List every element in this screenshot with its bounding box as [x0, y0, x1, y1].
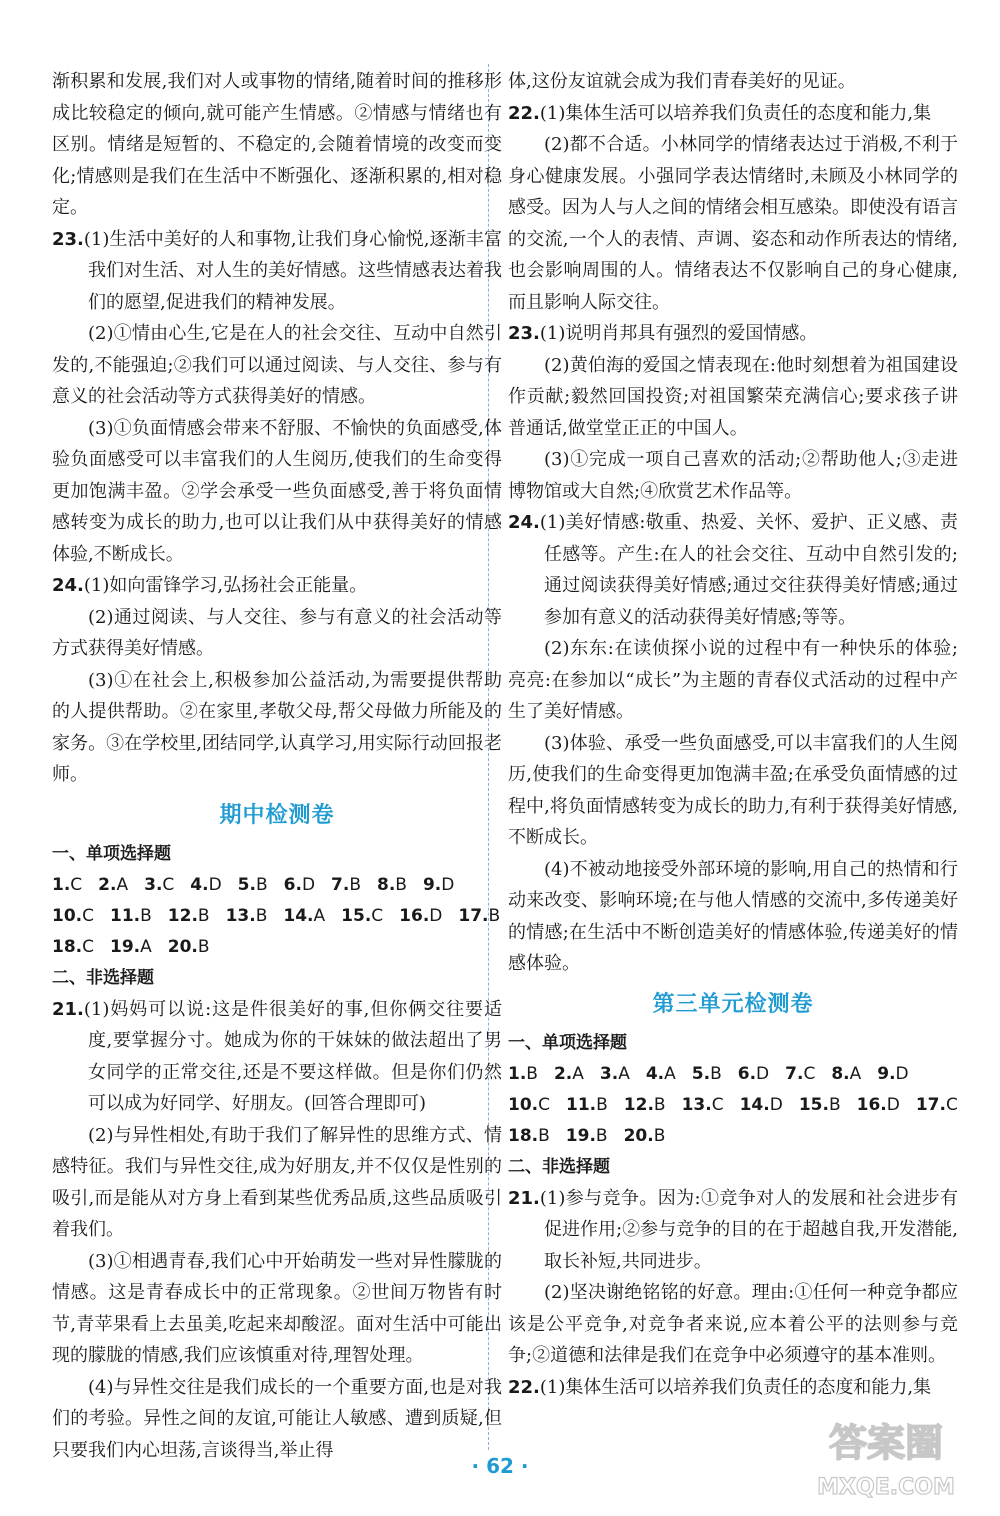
question-23-part-1: 23.(1)生活中美好的人和事物,让我们身心愉悦,逐渐丰富我们对生活、对人生的美好情感。这些情感表达着我们的愿望,促进我们的精神发展。 — [52, 228, 502, 313]
answer-letter: C — [538, 1094, 550, 1115]
answer-number: 15. — [341, 905, 372, 926]
answer-letter: B — [197, 905, 210, 926]
answer-letter: B — [595, 1125, 608, 1146]
answer-item — [341, 906, 383, 926]
answer-row — [508, 1121, 958, 1152]
answer-item — [682, 1095, 724, 1115]
answer-letter: C — [945, 1094, 958, 1115]
question-number: 22. — [508, 1376, 540, 1398]
question-21-part-1: 21.(1)妈妈可以说:这是件很美好的事,但你俩交往要适度,要掌握分寸。她成为你的干妹妹的做法超出了男女同学的正常交往,还是不要这样做。但是你们仍然可以成为好同学、好朋友。(回答合理即可) — [52, 998, 502, 1114]
answer-number: 9. — [877, 1063, 896, 1084]
question-number: 23. — [52, 228, 84, 250]
answer-number: 12. — [623, 1094, 654, 1115]
question-21-part-2: (2)与异性相处,有助于我们了解异性的思维方式、情感特征。我们与异性交往,成为好朋友,并不仅仅是性别的吸引,而是能从对方身上看到某些优秀品质,这些品质吸引着我们。 — [52, 1124, 502, 1240]
answer-letter: C — [371, 905, 384, 926]
answer-letter: B — [596, 1094, 608, 1115]
answer-item — [284, 875, 315, 895]
answer-letter: C — [711, 1094, 724, 1115]
answer-letter: D — [429, 905, 443, 926]
question-22-part-1: 22.(1)集体生活可以培养我们负责任的态度和能力,集 — [508, 102, 932, 124]
answer-number: 19. — [110, 936, 141, 957]
answer-number: 14. — [283, 905, 314, 926]
question-number: 23. — [508, 323, 540, 344]
answer-number: 6. — [283, 874, 302, 895]
answer-letter: D — [301, 874, 316, 895]
answer-item — [916, 1095, 958, 1115]
question-24-part-1: 24.(1)美好情感:敬重、热爱、关怀、爱护、正义感、责任感等。产生:在人的社会交往、互动中自然引发的;通过阅读获得美好情感;通过交往获得美好情感;通过参加有意义的活动获得美好情感;等等。 — [508, 512, 958, 628]
answer-item — [554, 1064, 584, 1084]
answer-letter: B — [710, 1063, 722, 1084]
answer-number: 17. — [915, 1094, 946, 1115]
answer-item — [331, 875, 361, 895]
answer-number: 20. — [167, 936, 198, 957]
answer-item — [168, 937, 210, 957]
answer-number: 13. — [681, 1094, 712, 1115]
question-23-part-2: (2)黄伯海的爱国之情表现在:他时刻想着为祖国建设作贡献;毅然回国投资;对祖国繁荣充满信心;要求孩子讲普通话,做堂堂正正的中国人。 — [508, 354, 958, 439]
answer-letter: B — [255, 874, 268, 895]
question-23-part-1: 23.(1)说明肖邦具有强烈的爱国情感。 — [508, 323, 818, 344]
answer-item — [377, 875, 407, 895]
answer-number: 16. — [856, 1094, 887, 1115]
answer-number: 18. — [508, 1125, 539, 1146]
answer-item — [785, 1064, 815, 1084]
answer-item — [508, 1064, 538, 1084]
question-number: 24. — [52, 575, 84, 596]
answer-item — [110, 906, 152, 926]
answer-number: 20. — [623, 1125, 654, 1146]
answer-item — [283, 906, 325, 926]
answer-item — [566, 1095, 608, 1115]
answer-item — [624, 1126, 666, 1146]
answer-number: 12. — [167, 905, 198, 926]
question-24-part-2: (2)通过阅读、与人交往、参与有意义的社会活动等方式获得美好情感。 — [52, 606, 502, 659]
answer-item — [831, 1064, 861, 1084]
part-heading-choice: 一、单项选择题 — [508, 1032, 627, 1053]
answer-number: 16. — [399, 905, 430, 926]
answer-letter: B — [828, 1094, 841, 1115]
answer-item — [600, 1064, 630, 1084]
question-24-part-2: (2)东东:在读侦探小说的过程中有一种快乐的体验;亮亮:在参加以“成长”为主题的青春仪式活动的过程中产生了美好情感。 — [508, 638, 958, 722]
question-21-part-2: (2)坚决谢绝铭铭的好意。理由:①任何一种竞争都应该是公平竞争,对竞争者来说,应本着公平的法则参与竞争;②道德和法律是我们在竞争中必须遵守的基本准则。 — [508, 1282, 958, 1366]
question-24-part-3: (3)①在社会上,积极参加公益活动,为需要提供帮助的人提供帮助。②在家里,孝敬父母,帮父母做力所能及的家务。③在学校里,团结同学,认真学习,用实际行动回报老师。 — [52, 669, 502, 785]
answer-number: 7. — [785, 1063, 804, 1084]
question-22-part-1: 22.(1)集体生活可以培养我们负责任的态度和能力,集 — [508, 1376, 932, 1398]
answer-letter: C — [82, 905, 94, 926]
answer-item — [52, 937, 94, 957]
answer-letter: D — [895, 1063, 909, 1084]
answer-letter: A — [140, 936, 152, 957]
answer-number: 2. — [98, 874, 117, 895]
paragraph-continued: 渐积累和发展,我们对人或事物的情绪,随着时间的推移形成比较稳定的倾向,就可能产生情感。②情感与情绪也有区别。情绪是短暂的、不稳定的,会随着情境的改变而变化;情感则是我们在生活中不断强化、逐渐积累的,相对稳定。 — [52, 71, 502, 218]
answer-letter: C — [162, 874, 175, 895]
answer-letter: A — [849, 1063, 862, 1084]
answer-number: 11. — [110, 905, 141, 926]
part-heading-choice: 一、单项选择题 — [52, 843, 171, 864]
answer-letter: D — [886, 1094, 900, 1115]
answer-letter: D — [756, 1063, 770, 1084]
question-23-part-2: (2)①情由心生,它是在人的社会交往、互动中自然引发的,不能强迫;②我们可以通过阅读、与人交往、参与有意义的社会活动等方式获得美好的情感。 — [52, 323, 502, 407]
answer-number: 15. — [798, 1094, 829, 1115]
part-heading-nonchoice: 二、非选择题 — [52, 967, 154, 988]
watermark-logo — [786, 1406, 986, 1506]
answer-letter: B — [255, 905, 268, 926]
answer-item — [52, 906, 94, 926]
answer-item — [508, 1095, 550, 1115]
answer-row — [52, 870, 502, 901]
answer-letter: B — [653, 1094, 666, 1115]
answer-letter: C — [82, 936, 94, 957]
answer-item — [168, 906, 210, 926]
answer-letter: B — [349, 874, 361, 895]
section-title-unit-3: 第三单元检测卷 — [652, 991, 814, 1017]
answer-letter: D — [208, 874, 222, 895]
answer-number: 11. — [566, 1094, 597, 1115]
answer-item — [52, 875, 82, 895]
answer-item — [646, 1064, 676, 1084]
answer-number: 6. — [737, 1063, 757, 1084]
question-number: 21. — [52, 998, 84, 1020]
question-22-part-2: (2)都不合适。小林同学的情绪表达过于消极,不利于身心健康发展。小强同学表达情绪时,未顾及小林同学的感受。因为人与人之间的情绪会相互感染。即使没有语言的交流,一个人的表情、声调、姿态和动作所表达的情绪,也会影响周围的人。情绪表达不仅影响自己的身心健康,而且影响人际交往。 — [508, 134, 958, 313]
answer-item — [738, 1064, 769, 1084]
answer-number: 8. — [377, 874, 396, 895]
question-number: 24. — [508, 512, 540, 533]
answer-number: 5. — [237, 874, 256, 895]
answer-item — [190, 875, 221, 895]
answer-item — [799, 1095, 841, 1115]
question-24-part-1: 24.(1)如向雷锋学习,弘扬社会正能量。 — [52, 575, 368, 596]
answer-letter: B — [140, 905, 152, 926]
answer-item — [877, 1064, 908, 1084]
answer-number: 3. — [144, 874, 163, 895]
answer-letter: B — [653, 1125, 666, 1146]
answer-item — [399, 906, 442, 926]
answer-number: 9. — [422, 874, 442, 895]
question-number: 22. — [508, 102, 540, 124]
answer-item — [238, 875, 268, 895]
question-21-part-4: (4)与异性交往是我们成长的一个重要方面,也是对我们的考验。异性之间的友谊,可能让人敏感、遭到质疑,但只要我们内心坦荡,言谈得当,举止得 — [52, 1376, 502, 1461]
answer-number: 14. — [739, 1094, 770, 1115]
paragraph-continued: 体,这份友谊就会成为我们青春美好的见证。 — [508, 71, 856, 92]
answer-item — [144, 875, 174, 895]
answer-item — [423, 875, 454, 895]
answer-item — [98, 875, 128, 895]
answer-letter: A — [116, 874, 129, 895]
answer-number: 2. — [553, 1063, 573, 1084]
answer-number: 19. — [565, 1125, 596, 1146]
answer-letter: C — [70, 874, 83, 895]
answer-number: 4. — [190, 874, 209, 895]
answer-letter: B — [526, 1063, 538, 1084]
answer-number: 4. — [645, 1063, 665, 1084]
watermark-text: 答案圈 — [828, 1421, 944, 1465]
right-column — [508, 66, 958, 1403]
answer-number: 7. — [331, 874, 350, 895]
answer-letter: C — [803, 1063, 816, 1084]
page-number-value: 62 — [486, 1454, 514, 1478]
question-24-part-4: (4)不被动地接受外部环境的影响,用自己的热情和行动来改变、影响环境;在与他人情感的交流中,多传递美好的情感;在生活中不断创造美好的情感体验,传递美好的情感体验。 — [508, 858, 958, 974]
question-24-part-3: (3)体验、承受一些负面感受,可以丰富我们的人生阅历,使我们的生命变得更加饱满丰盈;在承受负面情感的过程中,将负面情感转变为成长的助力,有利于获得美好情感,不断成长。 — [508, 732, 958, 848]
answer-number: 10. — [52, 905, 83, 926]
answer-row — [508, 1059, 958, 1090]
answer-number: 13. — [225, 905, 256, 926]
question-number: 21. — [508, 1187, 540, 1209]
section-title-midterm: 期中检测卷 — [219, 802, 335, 828]
answer-letter: B — [395, 874, 407, 895]
answer-letter: A — [313, 905, 326, 926]
answer-letter: A — [664, 1063, 676, 1084]
answer-item — [857, 1095, 900, 1115]
answer-row — [52, 901, 502, 932]
answer-number: 18. — [52, 936, 83, 957]
answer-number: 1. — [508, 1063, 527, 1084]
answer-letter: B — [197, 936, 210, 957]
answer-number: 8. — [831, 1063, 850, 1084]
question-23-part-3: (3)①负面情感会带来不舒服、不愉快的负面感受,体验负面感受可以丰富我们的人生阅历,使我们的生命变得更加饱满丰盈。②学会承受一些负面感受,善于将负面情感转变为成长的助力,也可以让我们从中获得美好的情感体验,不断成长。 — [52, 417, 502, 565]
answer-item — [566, 1126, 608, 1146]
answer-item — [624, 1095, 666, 1115]
answer-letter: D — [769, 1094, 783, 1115]
answer-letter: A — [618, 1063, 630, 1084]
answer-letter: B — [488, 905, 501, 926]
question-21-part-1: 21.(1)参与竞争。因为:①竞争对人的发展和社会进步有促进作用;②参与竞争的目的在于超越自我,开发潜能,取长补短,共同进步。 — [508, 1187, 958, 1272]
answer-item — [508, 1126, 550, 1146]
page-number: · 62 · — [471, 1454, 529, 1478]
answer-letter: B — [538, 1125, 550, 1146]
answer-letter: D — [441, 874, 455, 895]
part-heading-nonchoice: 二、非选择题 — [508, 1156, 610, 1177]
answer-item — [110, 937, 152, 957]
answer-letter: A — [572, 1063, 584, 1084]
answer-row — [52, 932, 502, 963]
answer-row — [508, 1090, 958, 1121]
answer-item — [458, 906, 500, 926]
answer-item — [226, 906, 268, 926]
watermark-url: MXQE.COM — [817, 1475, 955, 1500]
answer-number: 3. — [599, 1063, 619, 1084]
question-23-part-3: (3)①完成一项自己喜欢的活动;②帮助他人;③走进博物馆或大自然;④欣赏艺术作品等。 — [508, 449, 958, 502]
answer-number: 10. — [508, 1094, 539, 1115]
answer-number: 17. — [458, 905, 489, 926]
answer-item — [692, 1064, 722, 1084]
answer-number: 1. — [52, 874, 71, 895]
question-21-part-3: (3)①相遇青春,我们心中开始萌发一些对异性朦胧的情感。这是青春成长中的正常现象。②世间万物皆有时节,青苹果看上去虽美,吃起来却酸涩。面对生活中可能出现的朦胧的情感,我们应该慎重对待,理智处理。 — [52, 1250, 502, 1366]
answer-number: 5. — [691, 1063, 711, 1084]
answer-item — [740, 1095, 783, 1115]
left-column — [52, 66, 502, 1466]
